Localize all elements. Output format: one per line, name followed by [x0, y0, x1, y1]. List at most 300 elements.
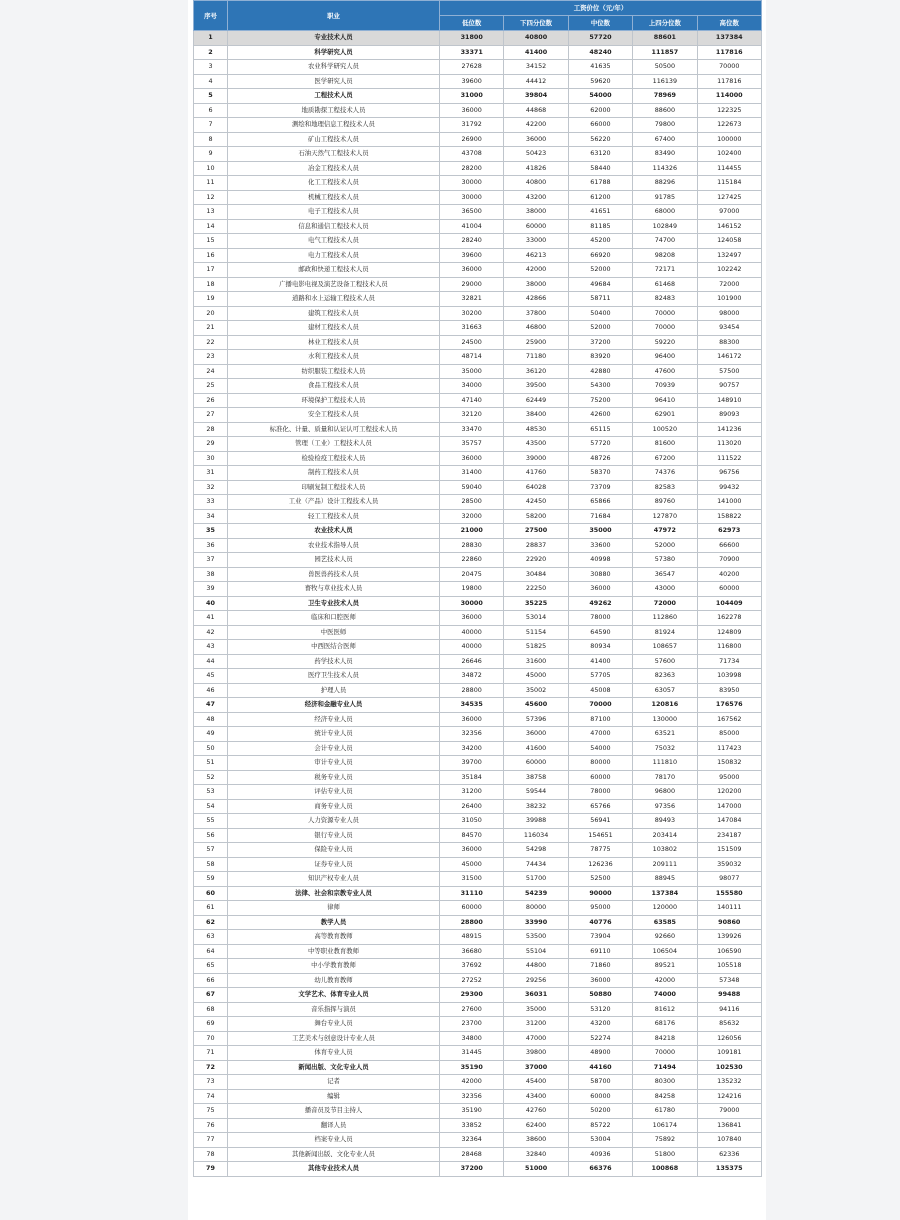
high-value-cell: 70000 [697, 60, 761, 75]
q1-value-cell: 31600 [504, 654, 568, 669]
high-value-cell: 71734 [697, 654, 761, 669]
table-row [194, 1031, 762, 1046]
occupation-cell: 其他新闻出版、文化专业人员 [228, 1147, 440, 1162]
row-no-cell: 2 [194, 45, 228, 60]
row-no-cell: 39 [194, 582, 228, 597]
low-value-cell: 28830 [440, 538, 504, 553]
low-value-cell: 34800 [440, 1031, 504, 1046]
median-value-cell: 33600 [568, 538, 632, 553]
q1-value-cell: 41600 [504, 741, 568, 756]
high-value-cell: 95000 [697, 770, 761, 785]
median-value-cell: 71684 [568, 509, 632, 524]
occupation-cell: 邮政和快递工程技术人员 [228, 263, 440, 278]
row-no-cell: 45 [194, 669, 228, 684]
median-value-cell: 30880 [568, 567, 632, 582]
q3-value-cell: 116139 [633, 74, 697, 89]
row-no-cell: 60 [194, 886, 228, 901]
occupation-cell: 会计专业人员 [228, 741, 440, 756]
occupation-cell: 建材工程技术人员 [228, 321, 440, 336]
row-no-cell: 70 [194, 1031, 228, 1046]
row-no-cell: 40 [194, 596, 228, 611]
q3-value-cell: 130000 [633, 712, 697, 727]
q1-value-cell: 38000 [504, 205, 568, 220]
q3-value-cell: 108657 [633, 640, 697, 655]
occupation-cell: 中等职业教育教师 [228, 944, 440, 959]
low-value-cell: 32364 [440, 1133, 504, 1148]
q1-value-cell: 43500 [504, 437, 568, 452]
high-value-cell: 102530 [697, 1060, 761, 1075]
high-value-cell: 146172 [697, 350, 761, 365]
occupation-cell: 医疗卫生技术人员 [228, 669, 440, 684]
median-value-cell: 40998 [568, 553, 632, 568]
q3-value-cell: 98208 [633, 248, 697, 263]
row-no-cell: 36 [194, 538, 228, 553]
row-no-cell: 21 [194, 321, 228, 336]
low-value-cell: 31500 [440, 872, 504, 887]
q1-value-cell: 31200 [504, 1017, 568, 1032]
low-value-cell: 31663 [440, 321, 504, 336]
q1-value-cell: 57396 [504, 712, 568, 727]
low-value-cell: 28468 [440, 1147, 504, 1162]
q3-value-cell: 79800 [633, 118, 697, 133]
q1-value-cell: 80000 [504, 901, 568, 916]
high-value-cell: 234187 [697, 828, 761, 843]
occupation-cell: 农业技术人员 [228, 524, 440, 539]
q3-value-cell: 78969 [633, 89, 697, 104]
occupation-cell: 工艺美术与创意设计专业人员 [228, 1031, 440, 1046]
table-row [194, 1162, 762, 1177]
q1-value-cell: 54298 [504, 843, 568, 858]
table-row [194, 350, 762, 365]
q3-value-cell: 92660 [633, 930, 697, 945]
q1-value-cell: 32840 [504, 1147, 568, 1162]
median-value-cell: 45008 [568, 683, 632, 698]
occupation-cell: 税务专业人员 [228, 770, 440, 785]
table-row [194, 770, 762, 785]
low-value-cell: 60000 [440, 901, 504, 916]
high-value-cell: 40200 [697, 567, 761, 582]
occupation-cell: 中医医师 [228, 625, 440, 640]
q1-value-cell: 53500 [504, 930, 568, 945]
low-value-cell: 31792 [440, 118, 504, 133]
occupation-cell: 环境保护工程技术人员 [228, 393, 440, 408]
q1-value-cell: 55104 [504, 944, 568, 959]
q1-value-cell: 46213 [504, 248, 568, 263]
q1-value-cell: 22920 [504, 553, 568, 568]
high-value-cell: 94116 [697, 1002, 761, 1017]
row-no-cell: 71 [194, 1046, 228, 1061]
q3-value-cell: 127870 [633, 509, 697, 524]
q1-value-cell: 45000 [504, 669, 568, 684]
q1-value-cell: 35225 [504, 596, 568, 611]
high-value-cell: 146152 [697, 219, 761, 234]
q3-value-cell: 63057 [633, 683, 697, 698]
high-value-cell: 57348 [697, 973, 761, 988]
table-row [194, 959, 762, 974]
occupation-cell: 商务专业人员 [228, 799, 440, 814]
q3-value-cell: 62901 [633, 408, 697, 423]
median-value-cell: 43200 [568, 1017, 632, 1032]
high-value-cell: 93454 [697, 321, 761, 336]
high-value-cell: 147084 [697, 814, 761, 829]
low-value-cell: 34200 [440, 741, 504, 756]
low-value-cell: 36000 [440, 103, 504, 118]
table-row [194, 466, 762, 481]
occupation-cell: 经济专业人员 [228, 712, 440, 727]
q3-value-cell: 96400 [633, 350, 697, 365]
q3-value-cell: 81600 [633, 437, 697, 452]
q3-value-cell: 112860 [633, 611, 697, 626]
row-no-cell: 63 [194, 930, 228, 945]
header-q1: 下四分位数 [504, 16, 568, 31]
low-value-cell: 30000 [440, 190, 504, 205]
q1-value-cell: 40800 [504, 176, 568, 191]
row-no-cell: 49 [194, 727, 228, 742]
q1-value-cell: 38000 [504, 277, 568, 292]
high-value-cell: 111522 [697, 451, 761, 466]
table-row [194, 712, 762, 727]
table-row [194, 60, 762, 75]
row-no-cell: 12 [194, 190, 228, 205]
high-value-cell: 105518 [697, 959, 761, 974]
median-value-cell: 154651 [568, 828, 632, 843]
table-row [194, 886, 762, 901]
low-value-cell: 32821 [440, 292, 504, 307]
high-value-cell: 57500 [697, 364, 761, 379]
row-no-cell: 22 [194, 335, 228, 350]
q3-value-cell: 100868 [633, 1162, 697, 1177]
high-value-cell: 120200 [697, 785, 761, 800]
q3-value-cell: 43000 [633, 582, 697, 597]
q3-value-cell: 71494 [633, 1060, 697, 1075]
table-row [194, 567, 762, 582]
occupation-cell: 幼儿教育教师 [228, 973, 440, 988]
q3-value-cell: 102849 [633, 219, 697, 234]
q3-value-cell: 72171 [633, 263, 697, 278]
median-value-cell: 48726 [568, 451, 632, 466]
row-no-cell: 26 [194, 393, 228, 408]
occupation-cell: 护理人员 [228, 683, 440, 698]
median-value-cell: 44160 [568, 1060, 632, 1075]
low-value-cell: 84570 [440, 828, 504, 843]
q1-value-cell: 54239 [504, 886, 568, 901]
table-row [194, 1089, 762, 1104]
high-value-cell: 124216 [697, 1089, 761, 1104]
q3-value-cell: 42000 [633, 973, 697, 988]
q3-value-cell: 75892 [633, 1133, 697, 1148]
q1-value-cell: 28837 [504, 538, 568, 553]
occupation-cell: 播音员及节目主持人 [228, 1104, 440, 1119]
low-value-cell: 32356 [440, 1089, 504, 1104]
low-value-cell: 41004 [440, 219, 504, 234]
occupation-cell: 建筑工程技术人员 [228, 306, 440, 321]
row-no-cell: 51 [194, 756, 228, 771]
q1-value-cell: 51000 [504, 1162, 568, 1177]
q1-value-cell: 44868 [504, 103, 568, 118]
median-value-cell: 54000 [568, 89, 632, 104]
q3-value-cell: 47972 [633, 524, 697, 539]
median-value-cell: 37200 [568, 335, 632, 350]
occupation-cell: 医学研究人员 [228, 74, 440, 89]
occupation-cell: 其他专业技术人员 [228, 1162, 440, 1177]
q3-value-cell: 74700 [633, 234, 697, 249]
low-value-cell: 31800 [440, 31, 504, 46]
median-value-cell: 60000 [568, 1089, 632, 1104]
q3-value-cell: 78170 [633, 770, 697, 785]
median-value-cell: 45200 [568, 234, 632, 249]
q3-value-cell: 61468 [633, 277, 697, 292]
q1-value-cell: 71180 [504, 350, 568, 365]
high-value-cell: 167562 [697, 712, 761, 727]
median-value-cell: 40936 [568, 1147, 632, 1162]
median-value-cell: 52274 [568, 1031, 632, 1046]
row-no-cell: 33 [194, 495, 228, 510]
q3-value-cell: 80300 [633, 1075, 697, 1090]
document-page [188, 0, 766, 1220]
median-value-cell: 87100 [568, 712, 632, 727]
q3-value-cell: 96410 [633, 393, 697, 408]
q3-value-cell: 36547 [633, 567, 697, 582]
row-no-cell: 17 [194, 263, 228, 278]
low-value-cell: 27628 [440, 60, 504, 75]
occupation-cell: 矿山工程技术人员 [228, 132, 440, 147]
occupation-cell: 安全工程技术人员 [228, 408, 440, 423]
median-value-cell: 52000 [568, 321, 632, 336]
median-value-cell: 66000 [568, 118, 632, 133]
occupation-cell: 电子工程技术人员 [228, 205, 440, 220]
q3-value-cell: 81612 [633, 1002, 697, 1017]
q3-value-cell: 120816 [633, 698, 697, 713]
high-value-cell: 62973 [697, 524, 761, 539]
occupation-cell: 水利工程技术人员 [228, 350, 440, 365]
q3-value-cell: 57600 [633, 654, 697, 669]
low-value-cell: 37200 [440, 1162, 504, 1177]
table-row [194, 190, 762, 205]
row-no-cell: 41 [194, 611, 228, 626]
table-row [194, 480, 762, 495]
q1-value-cell: 33000 [504, 234, 568, 249]
table-row [194, 654, 762, 669]
occupation-cell: 审计专业人员 [228, 756, 440, 771]
occupation-cell: 专业技术人员 [228, 31, 440, 46]
occupation-cell: 广播电影电视及演艺设备工程技术人员 [228, 277, 440, 292]
q1-value-cell: 39804 [504, 89, 568, 104]
median-value-cell: 58440 [568, 161, 632, 176]
occupation-cell: 测绘和地理信息工程技术人员 [228, 118, 440, 133]
median-value-cell: 49684 [568, 277, 632, 292]
low-value-cell: 33470 [440, 422, 504, 437]
occupation-cell: 轻工工程技术人员 [228, 509, 440, 524]
table-row [194, 89, 762, 104]
occupation-cell: 卫生专业技术人员 [228, 596, 440, 611]
occupation-cell: 记者 [228, 1075, 440, 1090]
q1-value-cell: 53014 [504, 611, 568, 626]
table-row [194, 1133, 762, 1148]
median-value-cell: 50400 [568, 306, 632, 321]
q1-value-cell: 29256 [504, 973, 568, 988]
q3-value-cell: 51800 [633, 1147, 697, 1162]
table-row [194, 640, 762, 655]
median-value-cell: 52000 [568, 263, 632, 278]
q1-value-cell: 36000 [504, 727, 568, 742]
header-occupation: 职业 [228, 1, 440, 31]
occupation-cell: 证券专业人员 [228, 857, 440, 872]
q1-value-cell: 41760 [504, 466, 568, 481]
table-row [194, 379, 762, 394]
table-row [194, 422, 762, 437]
q1-value-cell: 43400 [504, 1089, 568, 1104]
row-no-cell: 79 [194, 1162, 228, 1177]
occupation-cell: 文学艺术、体育专业人员 [228, 988, 440, 1003]
occupation-cell: 石油天然气工程技术人员 [228, 147, 440, 162]
table-row [194, 263, 762, 278]
q3-value-cell: 47600 [633, 364, 697, 379]
occupation-cell: 档案专业人员 [228, 1133, 440, 1148]
low-value-cell: 35184 [440, 770, 504, 785]
low-value-cell: 19800 [440, 582, 504, 597]
row-no-cell: 59 [194, 872, 228, 887]
high-value-cell: 122325 [697, 103, 761, 118]
q1-value-cell: 36031 [504, 988, 568, 1003]
high-value-cell: 114000 [697, 89, 761, 104]
occupation-cell: 高等教育教师 [228, 930, 440, 945]
median-value-cell: 41400 [568, 654, 632, 669]
q3-value-cell: 67200 [633, 451, 697, 466]
row-no-cell: 35 [194, 524, 228, 539]
low-value-cell: 34872 [440, 669, 504, 684]
table-row [194, 176, 762, 191]
low-value-cell: 31400 [440, 466, 504, 481]
median-value-cell: 57720 [568, 31, 632, 46]
row-no-cell: 8 [194, 132, 228, 147]
header-low: 低位数 [440, 16, 504, 31]
high-value-cell: 98000 [697, 306, 761, 321]
table-row [194, 669, 762, 684]
low-value-cell: 28800 [440, 915, 504, 930]
q3-value-cell: 88296 [633, 176, 697, 191]
high-value-cell: 147000 [697, 799, 761, 814]
q1-value-cell: 37000 [504, 1060, 568, 1075]
median-value-cell: 58711 [568, 292, 632, 307]
row-no-cell: 57 [194, 843, 228, 858]
row-no-cell: 58 [194, 857, 228, 872]
occupation-cell: 经济和金融专业人员 [228, 698, 440, 713]
q1-value-cell: 39800 [504, 1046, 568, 1061]
median-value-cell: 47000 [568, 727, 632, 742]
occupation-cell: 制药工程技术人员 [228, 466, 440, 481]
table-row [194, 799, 762, 814]
median-value-cell: 78000 [568, 785, 632, 800]
table-row [194, 611, 762, 626]
low-value-cell: 20475 [440, 567, 504, 582]
table-row [194, 1147, 762, 1162]
low-value-cell: 40000 [440, 625, 504, 640]
q3-value-cell: 88600 [633, 103, 697, 118]
high-value-cell: 66600 [697, 538, 761, 553]
table-row [194, 1075, 762, 1090]
median-value-cell: 73709 [568, 480, 632, 495]
occupation-cell: 农业技术指导人员 [228, 538, 440, 553]
low-value-cell: 47140 [440, 393, 504, 408]
high-value-cell: 85632 [697, 1017, 761, 1032]
q1-value-cell: 37800 [504, 306, 568, 321]
high-value-cell: 140111 [697, 901, 761, 916]
low-value-cell: 29300 [440, 988, 504, 1003]
high-value-cell: 139926 [697, 930, 761, 945]
row-no-cell: 1 [194, 31, 228, 46]
median-value-cell: 35000 [568, 524, 632, 539]
q1-value-cell: 64028 [504, 480, 568, 495]
median-value-cell: 50880 [568, 988, 632, 1003]
median-value-cell: 73904 [568, 930, 632, 945]
low-value-cell: 28500 [440, 495, 504, 510]
q1-value-cell: 42866 [504, 292, 568, 307]
q1-value-cell: 38758 [504, 770, 568, 785]
median-value-cell: 69110 [568, 944, 632, 959]
high-value-cell: 102242 [697, 263, 761, 278]
row-no-cell: 52 [194, 770, 228, 785]
median-value-cell: 95000 [568, 901, 632, 916]
high-value-cell: 137384 [697, 31, 761, 46]
high-value-cell: 158822 [697, 509, 761, 524]
median-value-cell: 57705 [568, 669, 632, 684]
q3-value-cell: 68000 [633, 205, 697, 220]
occupation-cell: 临床和口腔医师 [228, 611, 440, 626]
q3-value-cell: 70000 [633, 1046, 697, 1061]
median-value-cell: 71860 [568, 959, 632, 974]
median-value-cell: 48900 [568, 1046, 632, 1061]
low-value-cell: 32000 [440, 509, 504, 524]
occupation-cell: 工业（产品）设计工程技术人员 [228, 495, 440, 510]
high-value-cell: 151509 [697, 843, 761, 858]
row-no-cell: 77 [194, 1133, 228, 1148]
median-value-cell: 60000 [568, 770, 632, 785]
q3-value-cell: 88601 [633, 31, 697, 46]
table-row [194, 393, 762, 408]
table-row [194, 451, 762, 466]
median-value-cell: 56220 [568, 132, 632, 147]
occupation-cell: 农业科学研究人员 [228, 60, 440, 75]
table-row [194, 741, 762, 756]
low-value-cell: 42000 [440, 1075, 504, 1090]
median-value-cell: 52500 [568, 872, 632, 887]
low-value-cell: 34000 [440, 379, 504, 394]
q1-value-cell: 74434 [504, 857, 568, 872]
q3-value-cell: 88945 [633, 872, 697, 887]
high-value-cell: 106590 [697, 944, 761, 959]
row-no-cell: 15 [194, 234, 228, 249]
occupation-cell: 统计专业人员 [228, 727, 440, 742]
occupation-cell: 中西医结合医师 [228, 640, 440, 655]
low-value-cell: 28240 [440, 234, 504, 249]
low-value-cell: 28200 [440, 161, 504, 176]
table-row [194, 408, 762, 423]
q3-value-cell: 103802 [633, 843, 697, 858]
wage-table [193, 0, 762, 1177]
q1-value-cell: 42200 [504, 118, 568, 133]
table-row [194, 205, 762, 220]
high-value-cell: 85000 [697, 727, 761, 742]
high-value-cell: 99432 [697, 480, 761, 495]
occupation-cell: 体育专业人员 [228, 1046, 440, 1061]
row-no-cell: 28 [194, 422, 228, 437]
low-value-cell: 59040 [440, 480, 504, 495]
row-no-cell: 73 [194, 1075, 228, 1090]
table-row [194, 335, 762, 350]
median-value-cell: 61788 [568, 176, 632, 191]
occupation-cell: 地质勘探工程技术人员 [228, 103, 440, 118]
low-value-cell: 40000 [440, 640, 504, 655]
